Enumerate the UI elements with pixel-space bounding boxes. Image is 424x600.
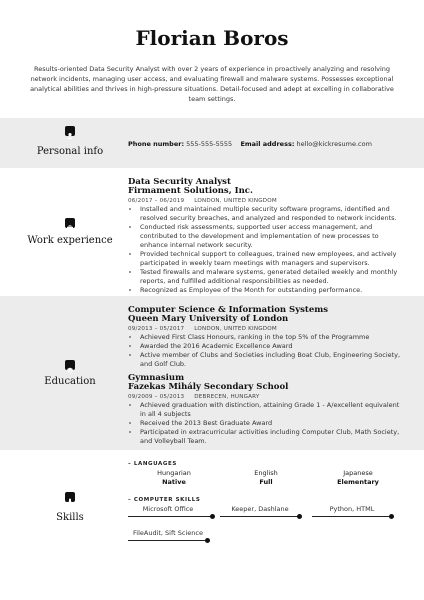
education-bullets bbox=[128, 333, 404, 369]
job-meta bbox=[128, 198, 404, 204]
computer-skills-heading: – COMPUTER SKILLS bbox=[128, 497, 201, 503]
computer-skills-row bbox=[128, 529, 404, 543]
list-item: • Active member of Clubs and Societies including Boat Club, Engineering Society, and Golf Club. bbox=[140, 351, 404, 369]
phone-value: 555-555-5555 bbox=[186, 140, 233, 148]
computer-skill-name: Microsoft Office bbox=[142, 505, 194, 513]
skill-level-dot bbox=[210, 514, 215, 519]
computer-skill bbox=[312, 505, 404, 519]
list-item: • Conducted risk assessments, supported user access management, and contributed to the development and implementation of new processes to enhance internal network security. bbox=[140, 223, 404, 250]
skills-section bbox=[0, 450, 424, 600]
language-level: Native bbox=[162, 478, 186, 486]
graduation-icon bbox=[65, 360, 75, 370]
education-location: DEBRECEN, HUNGARY bbox=[194, 394, 260, 400]
skill-level-dot bbox=[205, 538, 210, 543]
education-bullets bbox=[128, 401, 404, 446]
computer-skill-name: Python, HTML bbox=[329, 505, 375, 513]
education-section bbox=[0, 296, 424, 450]
section-title-work: Work experience bbox=[27, 235, 113, 246]
section-title-education: Education bbox=[44, 376, 96, 387]
language-level: Full bbox=[259, 478, 273, 486]
computer-skill bbox=[128, 529, 220, 543]
language-item bbox=[220, 469, 312, 487]
section-title-personal: Personal info bbox=[36, 146, 104, 157]
contact-line bbox=[128, 140, 372, 148]
school-name: Fazekas Mihály Secondary School bbox=[128, 382, 289, 392]
languages-heading: – LANGUAGES bbox=[128, 461, 177, 467]
list-item: • Achieved First Class Honours, ranking in the top 5% of the Programme bbox=[140, 333, 404, 342]
computer-skill bbox=[220, 505, 312, 519]
email-value: hello@kickresume.com bbox=[296, 140, 372, 148]
job-location: LONDON, UNITED KINGDOM bbox=[194, 198, 277, 204]
school-name: Queen Mary University of London bbox=[128, 314, 289, 324]
work-experience-section bbox=[0, 168, 424, 296]
profile-summary: Results-oriented Data Security Analyst with over 2 years of experience in proactively analyzing and resolving network incidents, managing user access, and evaluating firewall and malware systems. Possesses exceptional analytical abilities and thrives in high-pressure situations. Detail-focused and adept at excelling in collaborative team settings. bbox=[30, 65, 394, 103]
list-item: • Received the 2013 Best Graduate Award bbox=[140, 419, 404, 428]
computer-skill-name: FileAudit, Sift Science bbox=[133, 529, 203, 537]
job-dates: 06/2017 – 06/2019 bbox=[128, 198, 185, 204]
list-item: • Participated in extracurricular activities including Computer Club, Math Society, and Volleyball Team. bbox=[140, 428, 404, 446]
language-name: Japanese bbox=[343, 469, 373, 477]
language-name: English bbox=[254, 469, 278, 477]
list-item: • Awarded the 2016 Academic Excellence Award bbox=[140, 342, 404, 351]
language-item bbox=[312, 469, 404, 487]
language-item bbox=[128, 469, 220, 487]
skill-level-bar bbox=[312, 516, 391, 517]
personal-info-section bbox=[0, 118, 424, 168]
education-dates: 09/2013 – 05/2017 bbox=[128, 326, 185, 332]
job-title: Data Security Analyst bbox=[128, 177, 231, 187]
degree-title: Computer Science & Information Systems bbox=[128, 305, 329, 315]
user-icon bbox=[65, 126, 75, 136]
language-level: Elementary bbox=[337, 478, 379, 486]
phone-label: Phone number: bbox=[128, 140, 185, 148]
list-item: • Tested firewalls and malware systems, generated detailed weekly and monthly reports, and fulfilled additional responsibilities as needed. bbox=[140, 268, 404, 286]
section-title-skills: Skills bbox=[56, 512, 84, 523]
skill-level-bar bbox=[220, 516, 299, 517]
languages-list bbox=[128, 469, 404, 487]
list-item: • Provided technical support to colleagues, trained new employees, and actively participated in weekly team meetings with managers and supervisors. bbox=[140, 250, 404, 268]
job-bullets bbox=[128, 205, 404, 295]
skill-level-bar bbox=[128, 516, 212, 517]
list-item: • Achieved graduation with distinction, attaining Grade 1 - A/excellent equivalent in all 4 subjects bbox=[140, 401, 404, 419]
education-dates: 09/2009 – 05/2013 bbox=[128, 394, 185, 400]
candidate-name: Florian Boros bbox=[135, 26, 289, 50]
list-item: • Recognized as Employee of the Month for outstanding performance. bbox=[140, 286, 404, 295]
flask-icon bbox=[65, 492, 75, 502]
company-name: Firmament Solutions, Inc. bbox=[128, 186, 253, 196]
skill-level-dot bbox=[297, 514, 302, 519]
computer-skill bbox=[128, 505, 220, 519]
list-item: • Installed and maintained multiple security software programs, identified and resolved security breaches, and analyzed and responded to network incidents. bbox=[140, 205, 404, 223]
skill-level-bar bbox=[128, 540, 207, 541]
briefcase-icon bbox=[65, 218, 75, 228]
education-meta bbox=[128, 394, 404, 400]
language-name: Hungarian bbox=[157, 469, 191, 477]
education-meta bbox=[128, 326, 404, 332]
email-label: Email address: bbox=[240, 140, 295, 148]
computer-skills-row bbox=[128, 505, 404, 519]
computer-skill-name: Keeper, Dashlane bbox=[231, 505, 289, 513]
education-location: LONDON, UNITED KINGDOM bbox=[194, 326, 277, 332]
skill-level-dot bbox=[389, 514, 394, 519]
degree-title: Gymnasium bbox=[128, 373, 185, 383]
